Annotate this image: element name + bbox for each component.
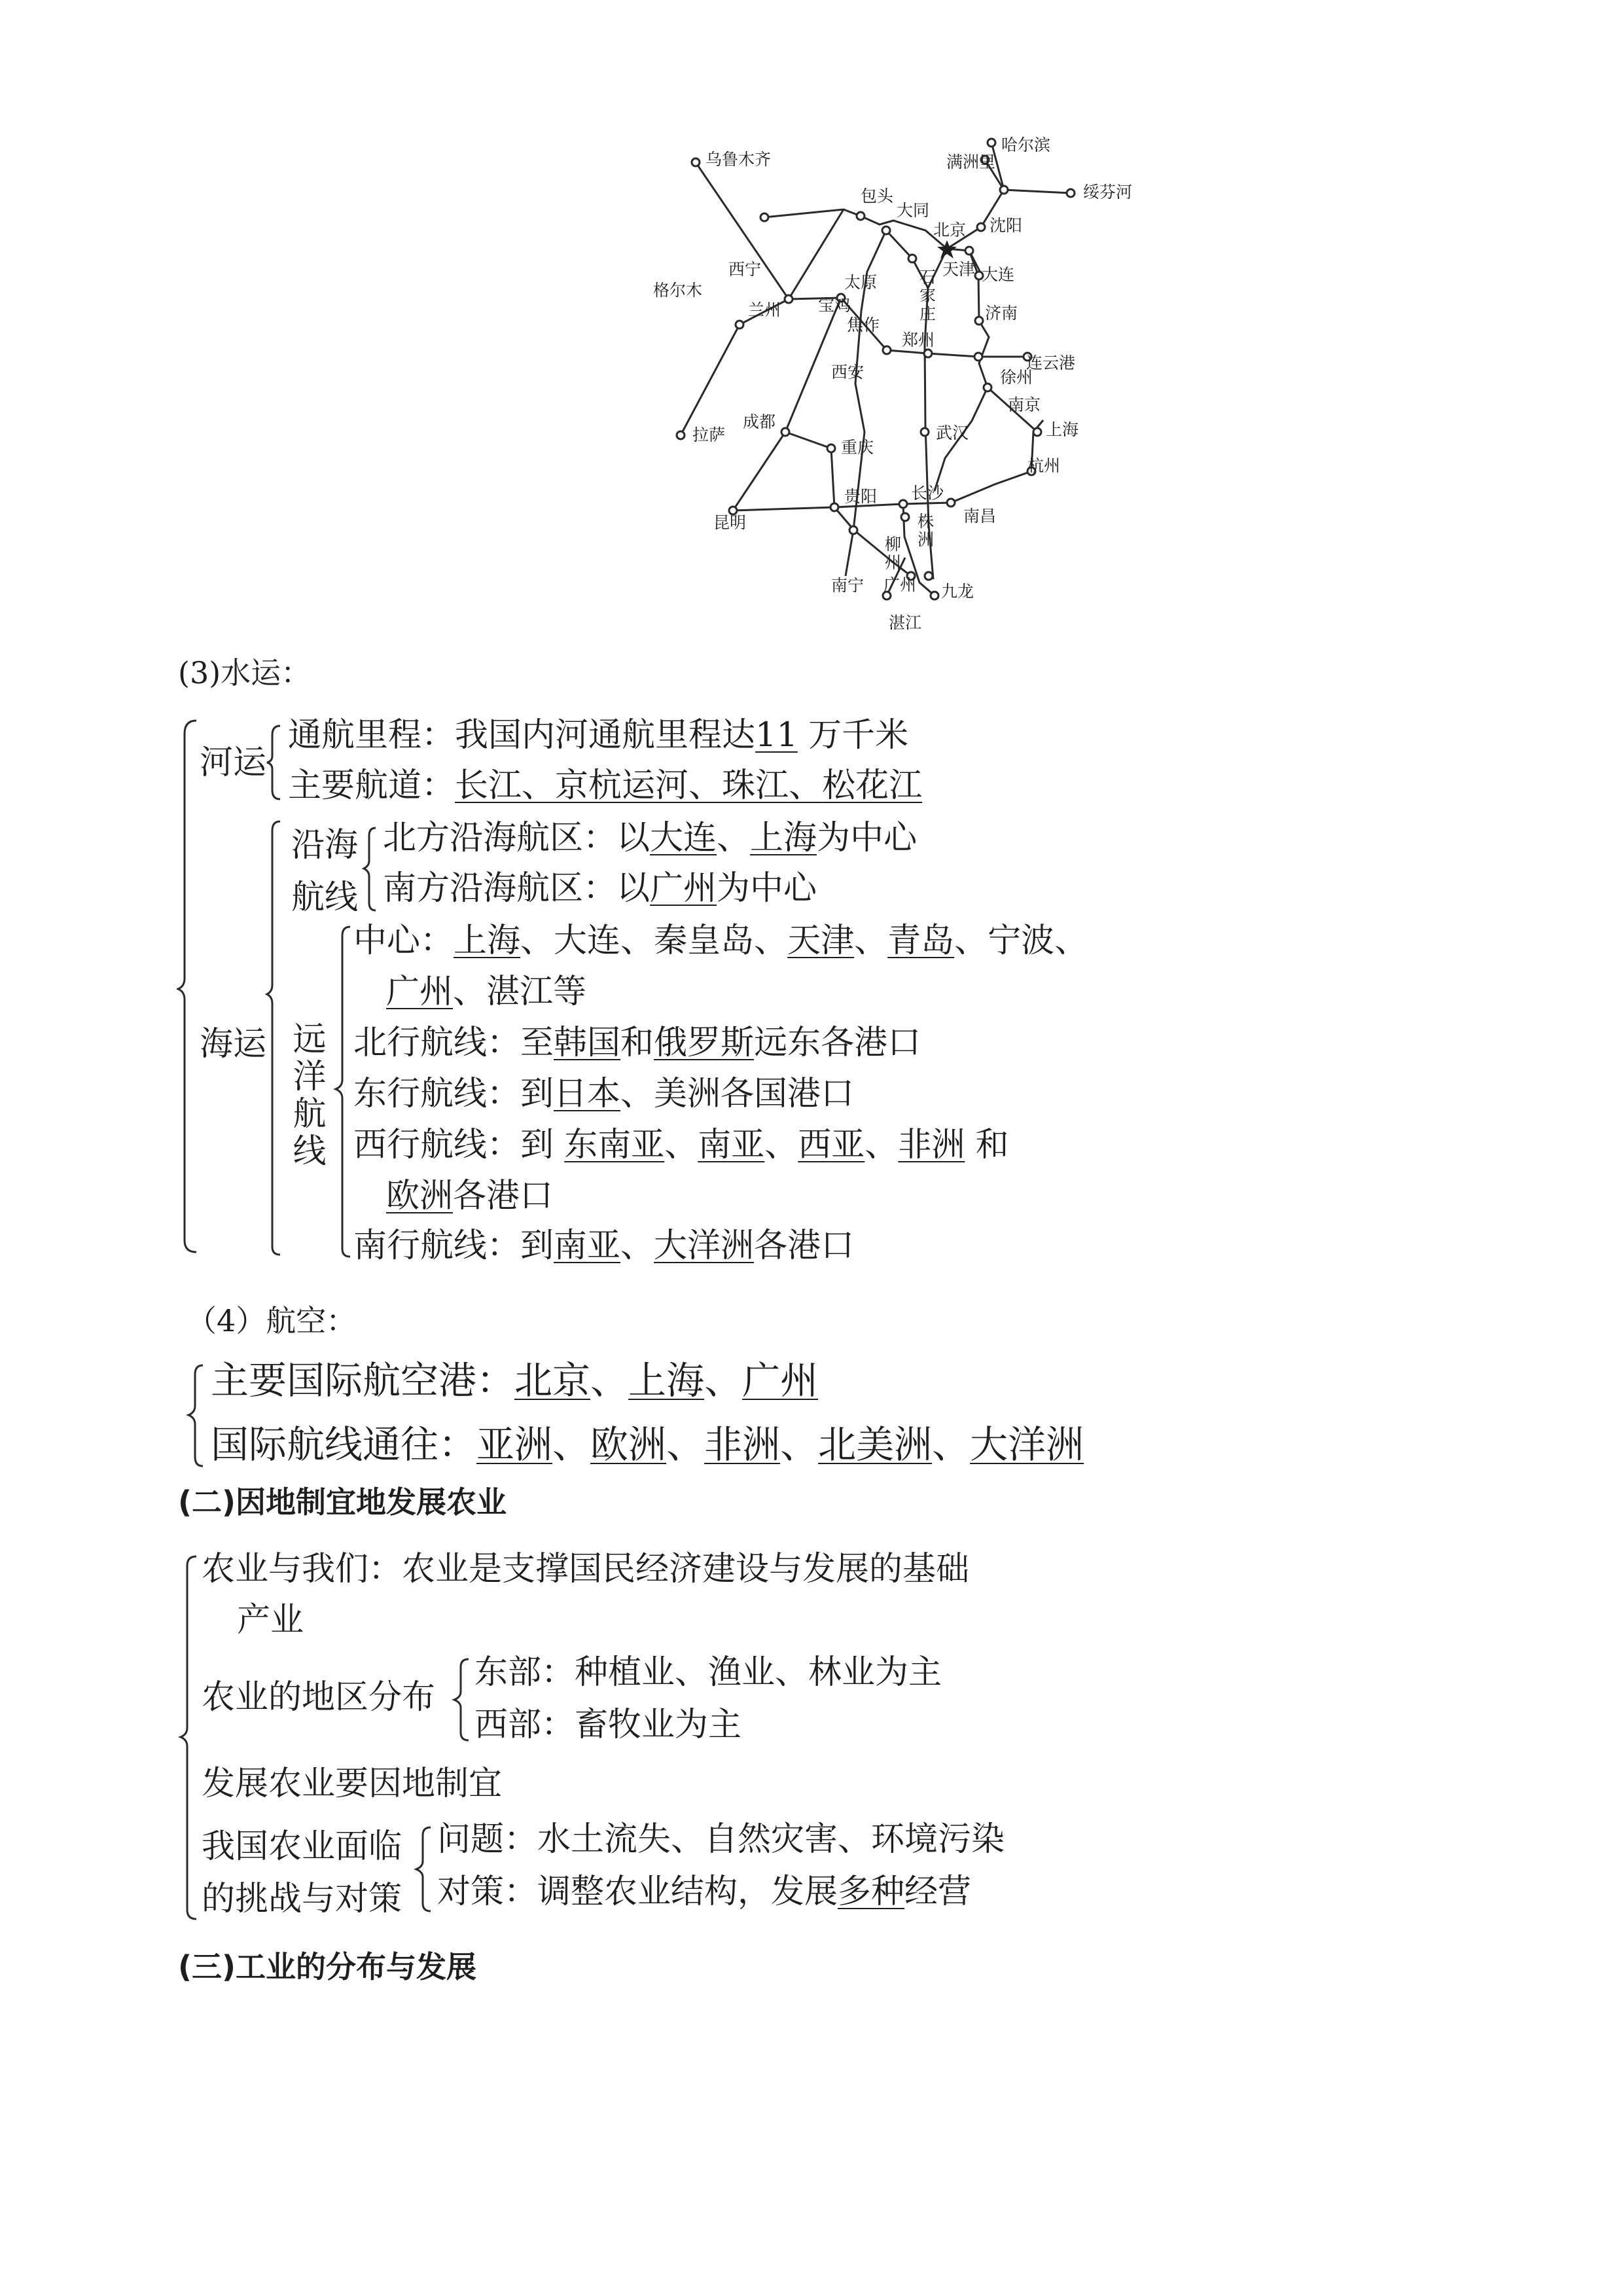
ocean-label: 远洋航线 bbox=[287, 1021, 325, 1170]
south-route: 南行航线：到南亚、大洋洲各港口 bbox=[353, 1227, 855, 1265]
map-label: 柳 bbox=[885, 535, 902, 554]
map-label: 州 bbox=[885, 553, 902, 572]
agri-row3: 发展农业要因地制宜 bbox=[202, 1765, 503, 1803]
map-label: 长沙 bbox=[911, 484, 944, 503]
west-route: 西行航线：到 东南亚、南亚、西亚、非洲 和 bbox=[353, 1126, 1009, 1164]
coastal-brace bbox=[360, 821, 386, 920]
coastal-south: 南方沿海航区：以广州为中心 bbox=[383, 869, 817, 908]
agri-challenge-label: 我国农业面临 的挑战与对策 bbox=[202, 1827, 402, 1918]
agri-east: 东部：种植业、渔业、林业为主 bbox=[474, 1653, 942, 1692]
coastal-north: 北方沿海航区：以大连、上海为中心 bbox=[383, 819, 918, 857]
air-heading: （4）航空： bbox=[187, 1303, 357, 1338]
map-label: 杭州 bbox=[1027, 456, 1061, 475]
map-label: 宝鸡 bbox=[818, 296, 851, 315]
river-mileage: 通航里程：我国内河通航里程达11 万千米 bbox=[288, 716, 909, 755]
map-label: 绥芬河 bbox=[1083, 183, 1133, 202]
air-airports: 主要国际航空港：北京、上海、广州 bbox=[211, 1358, 819, 1403]
agri-row1: 农业与我们：农业是支撑国民经济建设与发展的基础 bbox=[202, 1550, 970, 1588]
map-label: 武汉 bbox=[936, 423, 969, 442]
agri-row1-cont: 产业 bbox=[237, 1601, 304, 1640]
west-route-cont: 欧洲各港口 bbox=[386, 1177, 554, 1215]
map-label: 包头 bbox=[861, 187, 894, 206]
distribution-brace bbox=[450, 1653, 476, 1751]
map-label: 大同 bbox=[897, 201, 930, 220]
air-routes: 国际航线通往：亚洲、欧洲、非洲、北美洲、大洋洲 bbox=[211, 1422, 1084, 1467]
map-label: 洲 bbox=[918, 530, 935, 549]
map-label: 九龙 bbox=[941, 582, 974, 601]
map-label: 南宁 bbox=[831, 576, 865, 595]
ocean-brace bbox=[330, 923, 357, 1263]
map-label: 格尔木 bbox=[653, 281, 703, 300]
sea-label: 海运 bbox=[200, 1025, 267, 1064]
agri-west: 西部：畜牧业为主 bbox=[474, 1706, 742, 1744]
east-route: 东行航线：到日本、美洲各国港口 bbox=[353, 1075, 855, 1113]
map-label: 满洲里 bbox=[946, 152, 996, 171]
map-label: 贵阳 bbox=[844, 487, 878, 506]
map-label: 兰州 bbox=[748, 300, 781, 319]
agri-distribution-label: 农业的地区分布 bbox=[202, 1678, 436, 1717]
map-label: 广州 bbox=[883, 575, 917, 594]
map-label: 太原 bbox=[844, 273, 878, 292]
map-label: 南京 bbox=[1008, 395, 1041, 414]
map-label: 大连 bbox=[982, 265, 1015, 284]
water-heading: (3)水运： bbox=[178, 655, 312, 691]
map-label: 徐州 bbox=[1000, 368, 1033, 387]
map-label: 昆明 bbox=[713, 513, 747, 532]
map-label: 连云港 bbox=[1026, 353, 1076, 372]
north-route: 北行航线：至韩国和俄罗斯远东各港口 bbox=[353, 1024, 921, 1062]
map-label: 拉萨 bbox=[692, 425, 726, 444]
ocean-center-cont: 广州、湛江等 bbox=[386, 973, 587, 1011]
map-label: 家 bbox=[919, 286, 936, 305]
industry-heading: (三)工业的分布与发展 bbox=[178, 1949, 477, 1984]
map-label: 哈尔滨 bbox=[1001, 135, 1051, 154]
coastal-label: 沿海 航线 bbox=[291, 826, 359, 917]
map-label: 成都 bbox=[743, 412, 776, 431]
map-label: 焦作 bbox=[847, 315, 880, 334]
map-label: 重庆 bbox=[841, 438, 874, 457]
map-label: 上海 bbox=[1046, 420, 1079, 439]
agri-measure: 对策：调整农业结构，发展多种经营 bbox=[437, 1873, 972, 1911]
map-label: 沈阳 bbox=[990, 216, 1023, 235]
map-label: 石 bbox=[919, 268, 936, 287]
map-label: 湛江 bbox=[889, 613, 922, 632]
railway-map bbox=[628, 124, 1139, 668]
map-label: 天津 bbox=[942, 260, 976, 279]
map-label: 庄 bbox=[919, 304, 936, 323]
map-label: 济南 bbox=[985, 304, 1018, 323]
river-label: 河运 bbox=[200, 744, 267, 782]
map-label: 西安 bbox=[831, 363, 865, 382]
map-label: 乌鲁木齐 bbox=[705, 150, 772, 169]
challenge-brace bbox=[412, 1820, 438, 1924]
air-brace bbox=[183, 1360, 209, 1478]
map-label: 郑州 bbox=[902, 331, 935, 350]
map-label: 北京 bbox=[933, 221, 967, 240]
river-waterways: 主要航道：长江、京杭运河、珠江、松花江 bbox=[288, 766, 923, 805]
agriculture-brace bbox=[177, 1551, 203, 1931]
map-label: 株 bbox=[918, 512, 935, 531]
ocean-center: 中心：上海、大连、秦皇岛、天津、青岛、宁波、 bbox=[353, 922, 1088, 960]
agriculture-heading: (二)因地制宜地发展农业 bbox=[178, 1484, 507, 1520]
map-label: 西宁 bbox=[728, 260, 762, 279]
map-label: 南昌 bbox=[963, 507, 997, 526]
agri-problem: 问题：水土流失、自然灾害、环境污染 bbox=[437, 1820, 1005, 1859]
